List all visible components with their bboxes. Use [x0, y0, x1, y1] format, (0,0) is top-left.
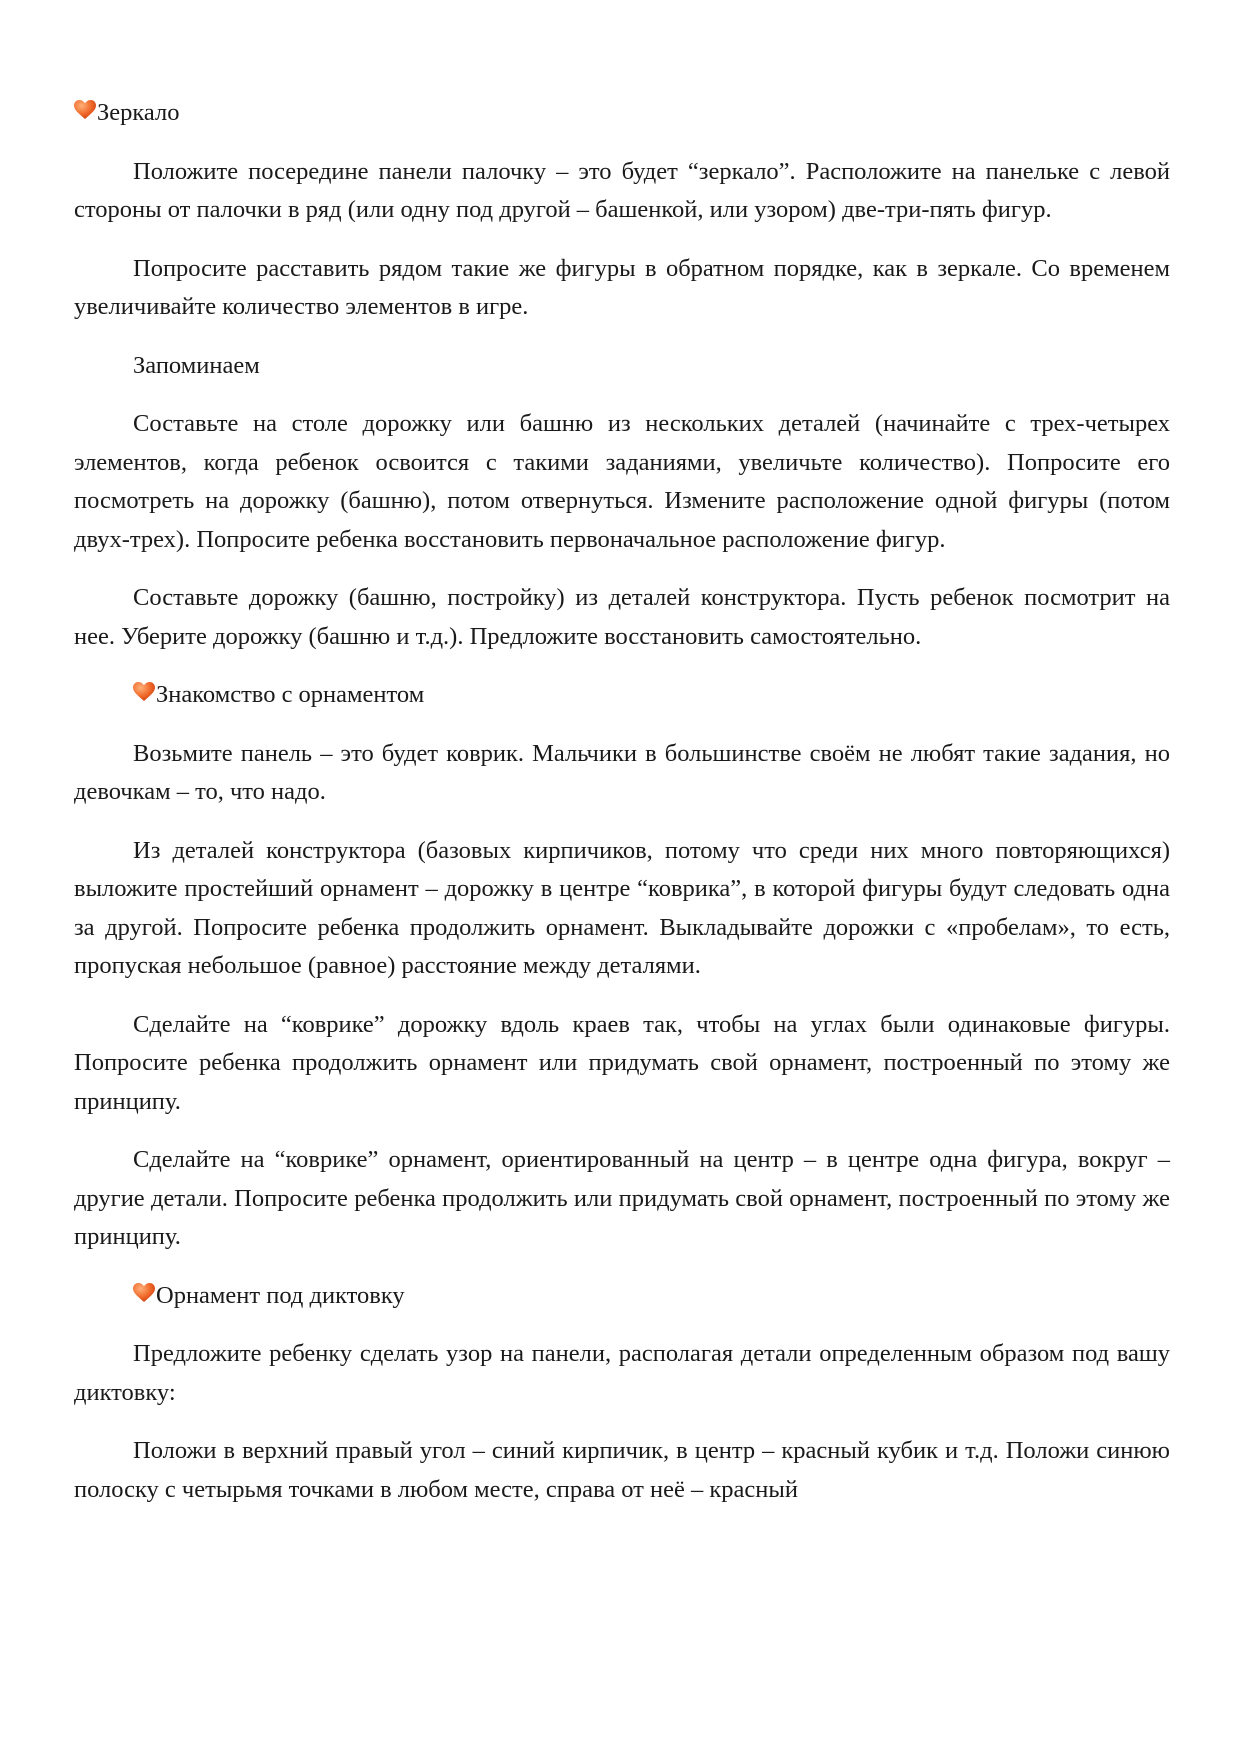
section-heading-text: Зеркало — [97, 99, 180, 126]
section-heading-ornament-intro — [74, 676, 1170, 715]
paragraph: Из деталей конструктора (базовых кирпичиков, потому что среди них много повторяющихся) выложите простейший орнамент – дорожку в центре “коврика”, в которой фигуры будут следовать одна за другой. Попросите ребенка продолжить орнамент. Выкладывайте дорожки с «пробелам», то есть, пропуская небольшое (равное) расстояние между деталями. — [74, 836, 1170, 979]
paragraph: Сделайте на “коврике” орнамент, ориентированный на центр – в центре одна фигура, вокруг – другие детали. Попросите ребенка продолжить или придумать свой орнамент, построенный по этому же принципу. — [74, 1146, 1170, 1250]
section-heading-memorize: Запоминаем — [133, 351, 260, 379]
paragraph: Попросите расставить рядом такие же фигуры в обратном порядке, как в зеркале. Со временем увеличивайте количество элементов в игре. — [74, 254, 1170, 320]
paragraph: Положите посередине панели палочку – это будет “зеркало”. Расположите на панельке с левой стороны от палочки в ряд (или одну под другой – башенкой, или узором) две-три-пять фигур. — [74, 157, 1170, 223]
paragraph: Сделайте на “коврике” дорожку вдоль краев так, чтобы на углах были одинаковые фигуры. Попросите ребенка продолжить орнамент или придумать свой орнамент, построенный по этому же принципу. — [74, 1010, 1170, 1115]
paragraph: Возьмите панель – это будет коврик. Мальчики в большинстве своём не любят такие задания, но девочкам – то, что надо. — [74, 739, 1170, 805]
section-heading-text: Орнамент под диктовку — [156, 1281, 405, 1309]
section-heading-text: Знакомство с орнаментом — [156, 681, 425, 708]
heart-icon — [133, 1283, 155, 1303]
section-heading-dictation — [74, 1277, 1170, 1316]
heart-icon — [133, 682, 155, 702]
section-heading-mirror — [74, 94, 1170, 133]
paragraph: Составьте на столе дорожку или башню из нескольких деталей (начинайте с трех-четырех элементов, когда ребенок освоится с такими заданиями, увеличьте количество). Попросите его посмотреть на дорожку (башню), потом отвернуться. Измените расположение одной фигуры (потом двух-трех). Попросите ребенка восстановить первоначальное расположение фигур. — [74, 410, 1170, 553]
paragraph: Составьте дорожку (башню, постройку) из деталей конструктора. Пусть ребенок посмотрит на нее. Уберите дорожку (башню и т.д.). Предложите восстановить самостоятельно. — [74, 584, 1170, 650]
document-page — [74, 94, 1170, 1529]
paragraph: Положи в верхний правый угол – синий кирпичик, в центр – красный кубик и т.д. Положи синюю полоску с четырьмя точками в любом месте, справа от неё – красный — [74, 1437, 1170, 1503]
heart-icon — [74, 100, 96, 120]
paragraph: Предложите ребенку сделать узор на панели, располагая детали определенным образом под вашу диктовку: — [74, 1340, 1170, 1406]
